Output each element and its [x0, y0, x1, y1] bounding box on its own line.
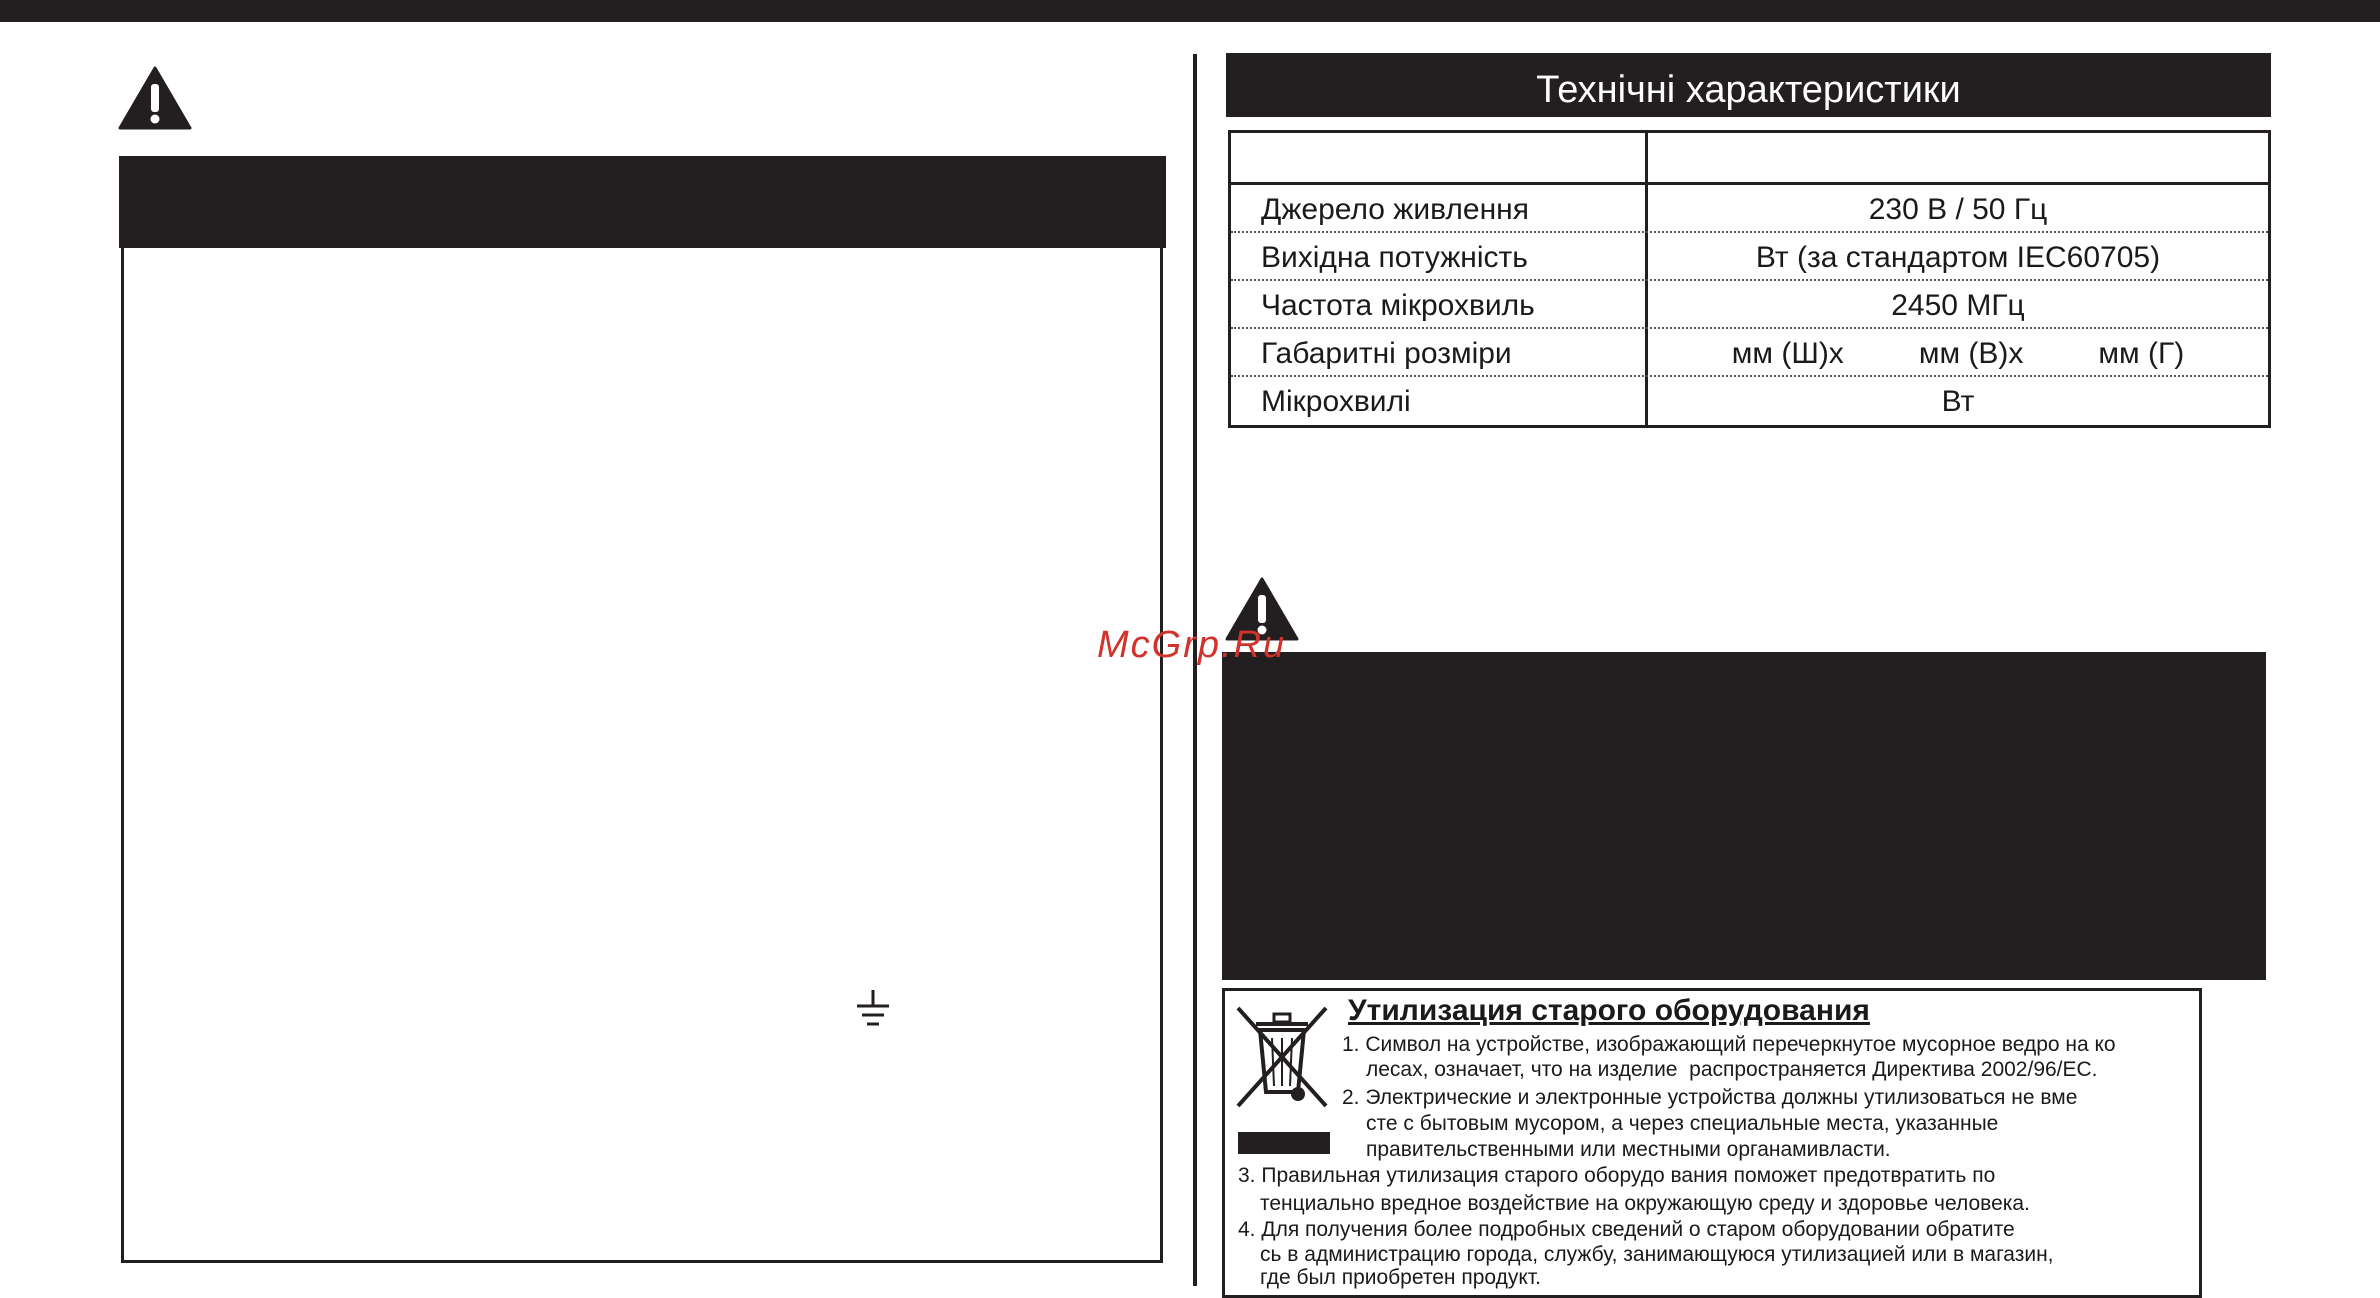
watermark: McGrp.Ru	[1097, 624, 1287, 666]
spec-label: Вихідна потужність	[1261, 241, 1528, 274]
recycling-title: Утилизация старого оборудования	[1348, 994, 1870, 1027]
spec-row	[1231, 185, 2268, 233]
crossed-bin-icon	[1232, 1002, 1332, 1112]
spec-value: 2450 МГц	[1891, 289, 2025, 322]
spec-value: Вт (за стандартом IEC60705)	[1755, 241, 2161, 274]
spec-row	[1231, 329, 2268, 377]
recycling-line: 3. Правильная утилизация старого оборудо вания поможет предотвратить по	[1238, 1164, 1996, 1187]
warning-icon	[118, 66, 192, 130]
spec-label: Мікрохвилі	[1261, 385, 1411, 418]
left-section-header	[119, 156, 1166, 248]
spec-label: Габаритні розміри	[1261, 337, 1512, 370]
recycling-line: лесах, означает, что на изделие распространяется Директива 2002/96/ЕС.	[1366, 1058, 2098, 1081]
column-divider	[1193, 54, 1197, 1286]
recycling-line: тенциально вредное воздействие на окружающую среду и здоровье человека.	[1260, 1192, 2030, 1215]
recycling-line: где был приобретен продукт.	[1260, 1266, 1541, 1289]
recycling-line: сь в администрацию города, службу, занимающуюся утилизацией или в магазин,	[1260, 1243, 2054, 1266]
recycling-line: сте с бытовым мусором, а через специальные места, указанные	[1366, 1112, 1999, 1135]
spec-row	[1231, 233, 2268, 281]
spec-row	[1231, 377, 2268, 425]
spec-label: Джерело живлення	[1261, 193, 1529, 226]
recycling-line: правительственными или местными органамивласти.	[1366, 1138, 1891, 1161]
spec-value: 230 В / 50 Гц	[1868, 193, 2048, 226]
spec-value: Вт	[1941, 385, 1975, 418]
spec-title: Технічні характеристики	[1226, 53, 2271, 117]
top-bar	[0, 0, 2380, 22]
recycling-line: 4. Для получения более подробных сведений о старом оборудовании обратите	[1238, 1218, 2015, 1241]
bin-underline-bar	[1238, 1132, 1330, 1154]
spec-row	[1231, 281, 2268, 329]
recycling-line: 1. Символ на устройстве, изображающий перечеркнутое мусорное ведро на ко	[1342, 1033, 2116, 1056]
recycling-line: 2. Электрические и электронные устройства должны утилизоваться не вме	[1342, 1086, 2078, 1109]
ground-icon	[853, 988, 893, 1032]
left-content-box	[121, 248, 1163, 1263]
spec-label: Частота мікрохвиль	[1261, 289, 1535, 322]
spec-value: мм (Ш)х мм (В)х мм (Г)	[1731, 337, 2185, 370]
warning-block	[1222, 652, 2266, 980]
